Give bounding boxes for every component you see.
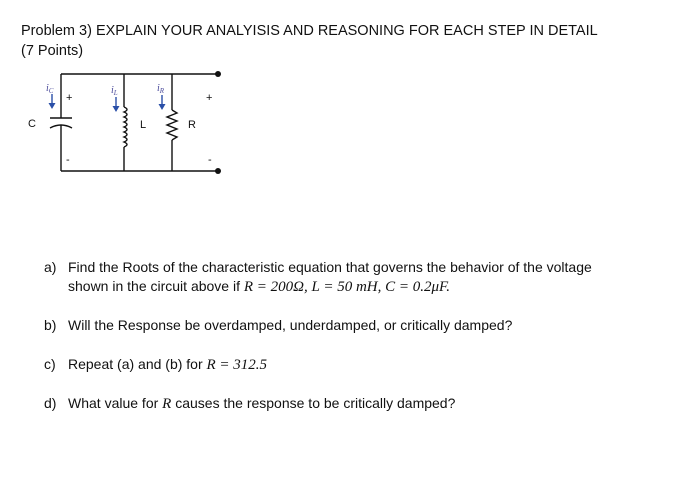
question-c-math: R = 312.5: [206, 357, 268, 373]
ir-arrow-head: [159, 104, 166, 110]
problem-title: Problem 3) EXPLAIN YOUR ANALYISIS AND REASONING FOR EACH STEP IN DETAIL: [21, 23, 598, 39]
question-a-line1: Find the Roots of the characteristic equation that governs the behavior of the voltage: [68, 259, 592, 275]
question-c: [44, 355, 267, 375]
question-d-var: R: [162, 396, 172, 412]
question-a: [44, 258, 592, 297]
question-b-label: b): [44, 317, 57, 333]
output-minus: -: [208, 154, 212, 166]
capacitor-label: C: [28, 118, 36, 130]
output-plus: +: [206, 92, 213, 104]
il-label: $i_L$: [111, 85, 118, 97]
ic-arrow-head: [49, 103, 56, 109]
question-d-label: d): [44, 395, 57, 411]
question-c-label: c): [44, 356, 56, 372]
inductor-coil: [124, 107, 127, 147]
question-c-text: Repeat (a) and (b) for: [68, 356, 207, 372]
question-d-text-post: causes the response to be critically damped?: [171, 395, 456, 411]
question-d: [44, 394, 455, 414]
inductor-label: L: [140, 119, 147, 131]
question-b-text: Will the Response be overdamped, underdamped, or critically damped?: [68, 317, 513, 333]
cap-plus: +: [66, 92, 73, 104]
question-d-text-pre: What value for: [68, 395, 163, 411]
question-a-line2-text: shown in the circuit above if: [68, 278, 244, 294]
question-a-line2: [44, 277, 592, 297]
ir-label: $i_R$: [157, 83, 165, 95]
cap-minus: -: [66, 154, 70, 166]
resistor-label: R: [188, 119, 196, 131]
question-a-label: a): [44, 259, 57, 275]
resistor-zigzag: [167, 110, 177, 140]
problem-points: (7 Points): [21, 43, 84, 59]
ic-label: $i_C$: [46, 83, 54, 95]
terminal-bottom: [215, 168, 221, 174]
il-arrow-head: [113, 106, 120, 112]
terminal-top: [215, 71, 221, 77]
question-b: [44, 316, 512, 335]
question-a-values: R = 200Ω, L = 50 mH, C = 0.2μF.: [243, 279, 451, 295]
